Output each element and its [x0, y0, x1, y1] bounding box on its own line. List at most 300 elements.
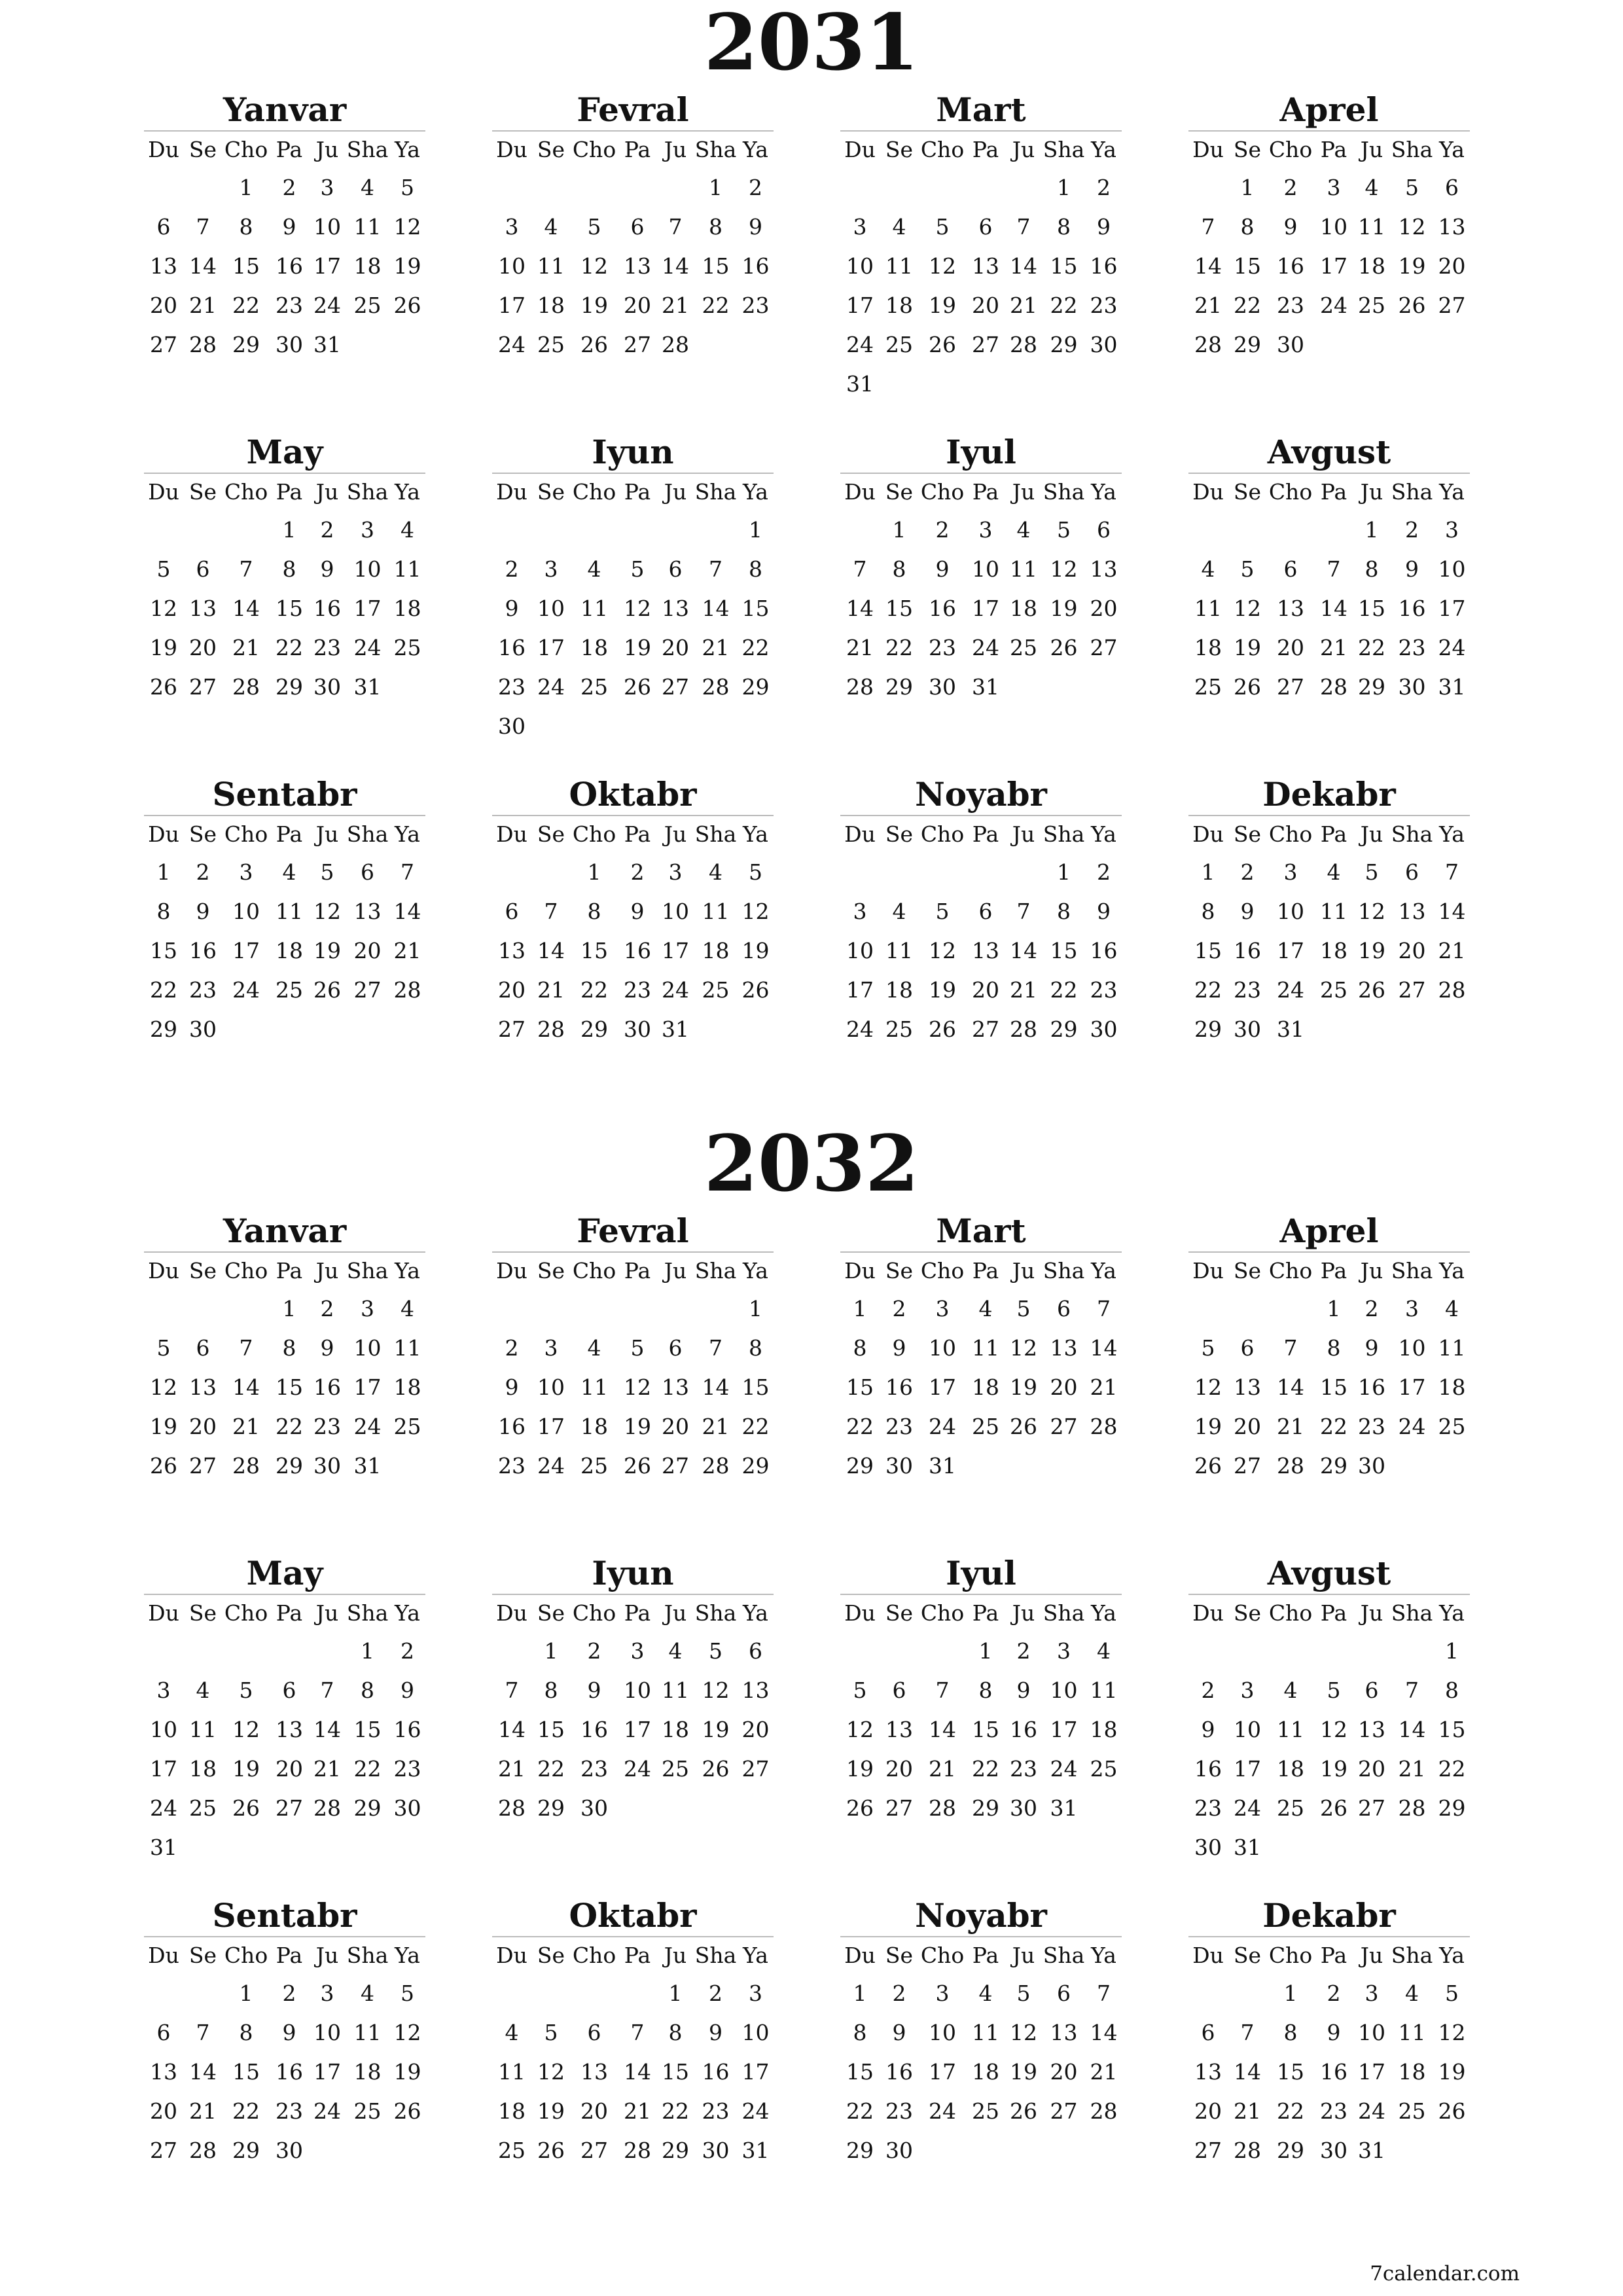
day-cell: 26	[1398, 293, 1426, 318]
weekday-header: Pa	[276, 1600, 303, 1626]
day-cell: 5	[1445, 1981, 1459, 2006]
day-cell: 3	[361, 1296, 374, 1321]
weekday-header: Ju	[664, 1258, 687, 1283]
day-cell: 23	[1358, 1414, 1385, 1439]
day-cell: 15	[972, 1717, 999, 1742]
day-cell: 15	[537, 1717, 565, 1742]
weekday-header: Ya	[743, 1943, 768, 1968]
day-cell: 7	[1097, 1296, 1111, 1321]
day-cell: 27	[189, 674, 217, 700]
day-cell: 12	[1358, 899, 1385, 924]
empty-cell	[492, 168, 531, 207]
day-cell: 16	[929, 596, 956, 621]
day-cell: 13	[580, 2059, 608, 2085]
day-cell: 6	[282, 1677, 296, 1703]
day-cell: 7	[709, 556, 722, 582]
day-cell: 1	[892, 517, 906, 543]
weekday-header: Sha	[1043, 821, 1085, 847]
day-cell: 7	[320, 1677, 334, 1703]
weekday-header: Se	[1233, 1258, 1262, 1283]
day-cell: 23	[1194, 1795, 1222, 1821]
empty-cell	[223, 511, 270, 550]
day-cell: 27	[580, 2138, 608, 2163]
day-cell: 1	[1240, 175, 1255, 200]
day-cell: 22	[1438, 1756, 1466, 1782]
weekday-header: Sha	[1043, 1600, 1085, 1626]
day-cell: 29	[846, 2138, 874, 2163]
day-cell: 22	[1050, 293, 1078, 318]
day-cell: 5	[749, 859, 762, 885]
day-cell: 4	[668, 1638, 683, 1664]
day-cell: 28	[232, 674, 260, 700]
day-cell: 9	[505, 1374, 519, 1400]
weekday-header: Ya	[1439, 1943, 1465, 1968]
day-cell: 18	[189, 1756, 217, 1782]
day-cell: 5	[239, 1677, 253, 1703]
month-calendar	[492, 774, 774, 1049]
day-cell: 11	[885, 253, 913, 279]
month-name: Iyul	[840, 432, 1122, 474]
day-cell: 4	[1097, 1638, 1111, 1664]
day-cell: 1	[239, 1981, 253, 2006]
day-cell: 8	[361, 1677, 374, 1703]
day-cell: 1	[361, 1638, 374, 1664]
day-cell: 14	[313, 1717, 341, 1742]
month-name: Oktabr	[492, 1895, 774, 1937]
day-cell: 21	[537, 977, 565, 1003]
weekday-header: Pa	[1320, 1258, 1347, 1283]
day-cell: 7	[196, 2020, 210, 2045]
day-cell: 9	[630, 899, 645, 924]
day-cell: 23	[1320, 2098, 1347, 2124]
month-name: Fevral	[492, 1211, 774, 1253]
day-cell: 24	[624, 1756, 651, 1782]
weekday-header: Du	[496, 821, 527, 847]
empty-cell	[694, 1289, 738, 1329]
month-name: Noyabr	[840, 1895, 1122, 1937]
day-cell: 11	[1090, 1677, 1118, 1703]
day-cell: 13	[353, 899, 382, 924]
weekday-header: Cho	[1268, 1943, 1313, 1968]
day-cell: 23	[498, 1453, 526, 1479]
day-cell: 3	[853, 899, 867, 924]
day-cell: 31	[353, 674, 382, 700]
weekday-header: Ju	[664, 137, 687, 162]
empty-cell	[144, 1974, 183, 2013]
month-calendar	[492, 432, 774, 746]
weekday-header: Sha	[346, 137, 389, 162]
weekday-header: Du	[148, 479, 179, 505]
day-cell: 9	[401, 1677, 414, 1703]
empty-cell	[1228, 1289, 1267, 1329]
day-cell: 28	[537, 1016, 565, 1042]
day-cell: 24	[353, 1414, 382, 1439]
empty-cell	[657, 1289, 694, 1329]
day-cell: 15	[580, 938, 608, 963]
weekday-header: Ya	[395, 1943, 420, 1968]
month-calendar	[1188, 1211, 1470, 1486]
day-cell: 23	[1398, 635, 1426, 660]
weekday-header: Se	[537, 1943, 565, 1968]
day-cell: 27	[1277, 674, 1304, 700]
day-cell: 6	[196, 556, 210, 582]
day-cell: 5	[544, 2020, 558, 2045]
day-cell: 28	[1194, 332, 1222, 357]
day-cell: 30	[885, 2138, 913, 2163]
day-cell: 8	[709, 214, 722, 240]
day-grid	[840, 1253, 1122, 1486]
day-grid	[840, 1937, 1122, 2170]
day-cell: 25	[972, 1414, 999, 1439]
day-cell: 10	[1234, 1717, 1261, 1742]
day-cell: 15	[1234, 253, 1261, 279]
day-cell: 16	[1234, 938, 1261, 963]
empty-cell	[1228, 511, 1267, 550]
day-cell: 4	[361, 1981, 374, 2006]
empty-cell	[919, 168, 966, 207]
day-cell: 17	[1320, 253, 1347, 279]
day-cell: 5	[1327, 1677, 1341, 1703]
day-cell: 22	[276, 1414, 303, 1439]
day-cell: 27	[741, 1756, 770, 1782]
day-cell: 12	[580, 253, 608, 279]
weekday-header: Cho	[1268, 1600, 1313, 1626]
day-cell: 16	[498, 635, 526, 660]
day-cell: 16	[1398, 596, 1426, 621]
day-cell: 7	[1240, 2020, 1255, 2045]
weekday-header: Ya	[1439, 479, 1465, 505]
day-cell: 24	[972, 635, 999, 660]
day-cell: 9	[892, 2020, 906, 2045]
day-cell: 3	[320, 175, 334, 200]
day-cell: 3	[361, 517, 374, 543]
day-cell: 14	[498, 1717, 526, 1742]
day-cell: 9	[320, 556, 334, 582]
day-cell: 27	[972, 332, 999, 357]
day-cell: 1	[1283, 1981, 1298, 2006]
day-cell: 29	[662, 2138, 689, 2163]
day-cell: 27	[662, 674, 689, 700]
weekday-header: Cho	[224, 1258, 268, 1283]
empty-cell	[571, 1974, 618, 2013]
day-cell: 1	[156, 859, 171, 885]
day-cell: 27	[662, 1453, 689, 1479]
day-cell: 5	[587, 214, 601, 240]
day-cell: 1	[853, 1296, 867, 1321]
day-cell: 1	[1445, 1638, 1459, 1664]
day-cell: 20	[189, 1414, 217, 1439]
month-calendar	[144, 90, 425, 365]
day-cell: 15	[1438, 1717, 1466, 1742]
day-cell: 28	[1010, 332, 1037, 357]
empty-cell	[571, 1289, 618, 1329]
day-cell: 15	[846, 2059, 874, 2085]
weekday-header: Se	[188, 1258, 217, 1283]
weekday-header: Du	[496, 137, 527, 162]
day-cell: 28	[393, 977, 421, 1003]
day-cell: 24	[846, 1016, 874, 1042]
day-cell: 19	[929, 977, 956, 1003]
day-cell: 19	[393, 253, 421, 279]
day-cell: 18	[1010, 596, 1037, 621]
day-cell: 13	[741, 1677, 770, 1703]
day-cell: 14	[1090, 1335, 1118, 1361]
day-cell: 17	[313, 253, 341, 279]
day-cell: 13	[1438, 214, 1466, 240]
day-cell: 18	[1438, 1374, 1466, 1400]
day-cell: 8	[587, 899, 601, 924]
day-cell: 14	[537, 938, 565, 963]
day-cell: 13	[1050, 2020, 1078, 2045]
day-cell: 20	[624, 293, 651, 318]
day-cell: 22	[885, 635, 913, 660]
month-name: Mart	[840, 1211, 1122, 1253]
weekday-header: Se	[537, 1600, 565, 1626]
day-cell: 13	[189, 596, 217, 621]
weekday-header: Ju	[1012, 1943, 1035, 1968]
day-cell: 9	[1327, 2020, 1341, 2045]
day-cell: 27	[1438, 293, 1466, 318]
weekday-header: Sha	[694, 1943, 737, 1968]
empty-cell	[840, 511, 880, 550]
weekday-header: Ya	[1091, 137, 1116, 162]
day-cell: 22	[972, 1756, 999, 1782]
day-cell: 11	[537, 253, 565, 279]
empty-cell	[880, 853, 919, 892]
day-cell: 30	[885, 1453, 913, 1479]
day-cell: 2	[892, 1296, 906, 1321]
day-cell: 9	[935, 556, 950, 582]
day-cell: 24	[929, 2098, 956, 2124]
day-cell: 19	[1234, 635, 1261, 660]
day-cell: 18	[276, 938, 303, 963]
day-cell: 25	[580, 674, 608, 700]
day-cell: 6	[978, 899, 993, 924]
day-cell: 25	[702, 977, 730, 1003]
day-cell: 17	[313, 2059, 341, 2085]
weekday-header: Ya	[1091, 821, 1116, 847]
day-cell: 29	[846, 1453, 874, 1479]
day-cell: 23	[276, 2098, 303, 2124]
day-cell: 24	[741, 2098, 770, 2124]
day-cell: 9	[282, 2020, 296, 2045]
day-cell: 20	[1050, 1374, 1078, 1400]
year-title: 2032	[704, 1118, 919, 1209]
weekday-header: Ju	[1012, 137, 1035, 162]
day-grid	[840, 474, 1122, 707]
day-cell: 6	[1364, 1677, 1379, 1703]
day-cell: 1	[749, 1296, 762, 1321]
day-cell: 8	[239, 214, 253, 240]
day-cell: 20	[1194, 2098, 1222, 2124]
weekday-header: Cho	[572, 1943, 616, 1968]
day-cell: 16	[1090, 253, 1118, 279]
day-cell: 25	[276, 977, 303, 1003]
day-cell: 17	[1438, 596, 1466, 621]
weekday-header: Du	[844, 821, 876, 847]
day-cell: 25	[353, 2098, 382, 2124]
day-cell: 3	[1240, 1677, 1255, 1703]
day-cell: 24	[1320, 293, 1347, 318]
weekday-header: Cho	[224, 137, 268, 162]
day-cell: 30	[1277, 332, 1304, 357]
weekday-header: Sha	[346, 821, 389, 847]
weekday-header: Ju	[1012, 479, 1035, 505]
day-cell: 26	[1234, 674, 1261, 700]
day-cell: 23	[498, 674, 526, 700]
day-cell: 14	[1438, 899, 1466, 924]
day-cell: 8	[1283, 2020, 1298, 2045]
day-cell: 5	[156, 556, 171, 582]
day-cell: 8	[156, 899, 171, 924]
day-cell: 15	[885, 596, 913, 621]
day-cell: 26	[150, 1453, 177, 1479]
empty-cell	[571, 511, 618, 550]
day-cell: 22	[1277, 2098, 1304, 2124]
day-cell: 16	[393, 1717, 421, 1742]
day-cell: 21	[1234, 2098, 1261, 2124]
day-cell: 6	[1283, 556, 1298, 582]
day-cell: 5	[1057, 517, 1071, 543]
day-cell: 14	[1010, 253, 1037, 279]
day-cell: 24	[846, 332, 874, 357]
day-cell: 28	[232, 1453, 260, 1479]
day-cell: 9	[282, 214, 296, 240]
day-cell: 8	[1240, 214, 1255, 240]
day-cell: 22	[537, 1756, 565, 1782]
month-calendar	[1188, 90, 1470, 365]
day-cell: 16	[885, 2059, 913, 2085]
weekday-header: Se	[188, 1943, 217, 1968]
weekday-header: Se	[885, 821, 914, 847]
day-cell: 29	[232, 332, 260, 357]
day-cell: 3	[544, 1335, 558, 1361]
weekday-header: Pa	[1320, 137, 1347, 162]
day-cell: 4	[1445, 1296, 1459, 1321]
day-cell: 16	[885, 1374, 913, 1400]
day-cell: 14	[189, 253, 217, 279]
day-cell: 27	[1050, 2098, 1078, 2124]
weekday-header: Ya	[743, 1258, 768, 1283]
empty-cell	[492, 1289, 531, 1329]
day-cell: 5	[1016, 1981, 1031, 2006]
day-cell: 6	[1097, 517, 1111, 543]
day-cell: 4	[892, 899, 906, 924]
day-cell: 10	[846, 253, 874, 279]
day-cell: 15	[1050, 938, 1078, 963]
empty-cell	[694, 511, 738, 550]
weekday-header: Ju	[1012, 821, 1035, 847]
month-name: Yanvar	[144, 1211, 425, 1253]
empty-cell	[1188, 168, 1228, 207]
day-cell: 1	[544, 1638, 558, 1664]
day-cell: 2	[282, 175, 296, 200]
day-cell: 15	[741, 596, 770, 621]
day-cell: 16	[1277, 253, 1304, 279]
day-cell: 12	[313, 899, 341, 924]
weekday-header: Cho	[1268, 479, 1313, 505]
day-cell: 29	[1234, 332, 1261, 357]
weekday-header: Ju	[664, 821, 687, 847]
day-cell: 2	[1327, 1981, 1341, 2006]
weekday-header: Se	[188, 1600, 217, 1626]
day-cell: 27	[1358, 1795, 1385, 1821]
day-cell: 8	[1445, 1677, 1459, 1703]
day-cell: 31	[1234, 1835, 1261, 1860]
weekday-header: Ya	[395, 1258, 420, 1283]
day-cell: 15	[702, 253, 730, 279]
day-grid	[144, 474, 425, 707]
weekday-header: Sha	[694, 479, 737, 505]
day-cell: 10	[846, 938, 874, 963]
day-cell: 9	[709, 2020, 722, 2045]
day-cell: 17	[846, 977, 874, 1003]
day-cell: 18	[1194, 635, 1222, 660]
day-cell: 11	[393, 556, 421, 582]
day-cell: 24	[313, 293, 341, 318]
weekday-header: Ya	[743, 821, 768, 847]
day-cell: 30	[1358, 1453, 1385, 1479]
day-cell: 12	[702, 1677, 730, 1703]
day-cell: 13	[662, 596, 689, 621]
weekday-header: Cho	[920, 1943, 965, 1968]
day-cell: 12	[624, 596, 651, 621]
day-cell: 10	[1320, 214, 1347, 240]
day-cell: 5	[1240, 556, 1255, 582]
day-cell: 25	[972, 2098, 999, 2124]
day-cell: 28	[1320, 674, 1347, 700]
day-cell: 22	[741, 635, 770, 660]
empty-cell	[840, 853, 880, 892]
day-cell: 18	[1277, 1756, 1304, 1782]
day-grid	[492, 816, 774, 1049]
day-cell: 15	[353, 1717, 382, 1742]
day-cell: 17	[1358, 2059, 1385, 2085]
day-cell: 29	[1320, 1453, 1347, 1479]
day-cell: 6	[196, 1335, 210, 1361]
month-calendar	[144, 1211, 425, 1486]
day-grid	[144, 1253, 425, 1486]
month-calendar	[144, 774, 425, 1049]
day-cell: 2	[587, 1638, 601, 1664]
day-cell: 13	[189, 1374, 217, 1400]
day-cell: 23	[929, 635, 956, 660]
day-cell: 11	[702, 899, 730, 924]
weekday-header: Sha	[1391, 137, 1433, 162]
day-cell: 20	[1358, 1756, 1385, 1782]
weekday-header: Se	[188, 479, 217, 505]
day-cell: 17	[537, 635, 565, 660]
day-cell: 21	[929, 1756, 956, 1782]
weekday-header: Du	[844, 1600, 876, 1626]
month-name: Fevral	[492, 90, 774, 132]
weekday-header: Cho	[572, 1600, 616, 1626]
day-cell: 19	[929, 293, 956, 318]
day-cell: 27	[1050, 1414, 1078, 1439]
day-cell: 22	[150, 977, 177, 1003]
day-cell: 5	[935, 899, 950, 924]
day-cell: 24	[150, 1795, 177, 1821]
day-cell: 8	[544, 1677, 558, 1703]
day-cell: 23	[885, 2098, 913, 2124]
day-grid	[1188, 816, 1470, 1049]
day-cell: 15	[741, 1374, 770, 1400]
day-cell: 16	[1010, 1717, 1037, 1742]
empty-cell	[657, 168, 694, 207]
day-cell: 20	[189, 635, 217, 660]
day-cell: 28	[846, 674, 874, 700]
day-cell: 9	[749, 214, 762, 240]
